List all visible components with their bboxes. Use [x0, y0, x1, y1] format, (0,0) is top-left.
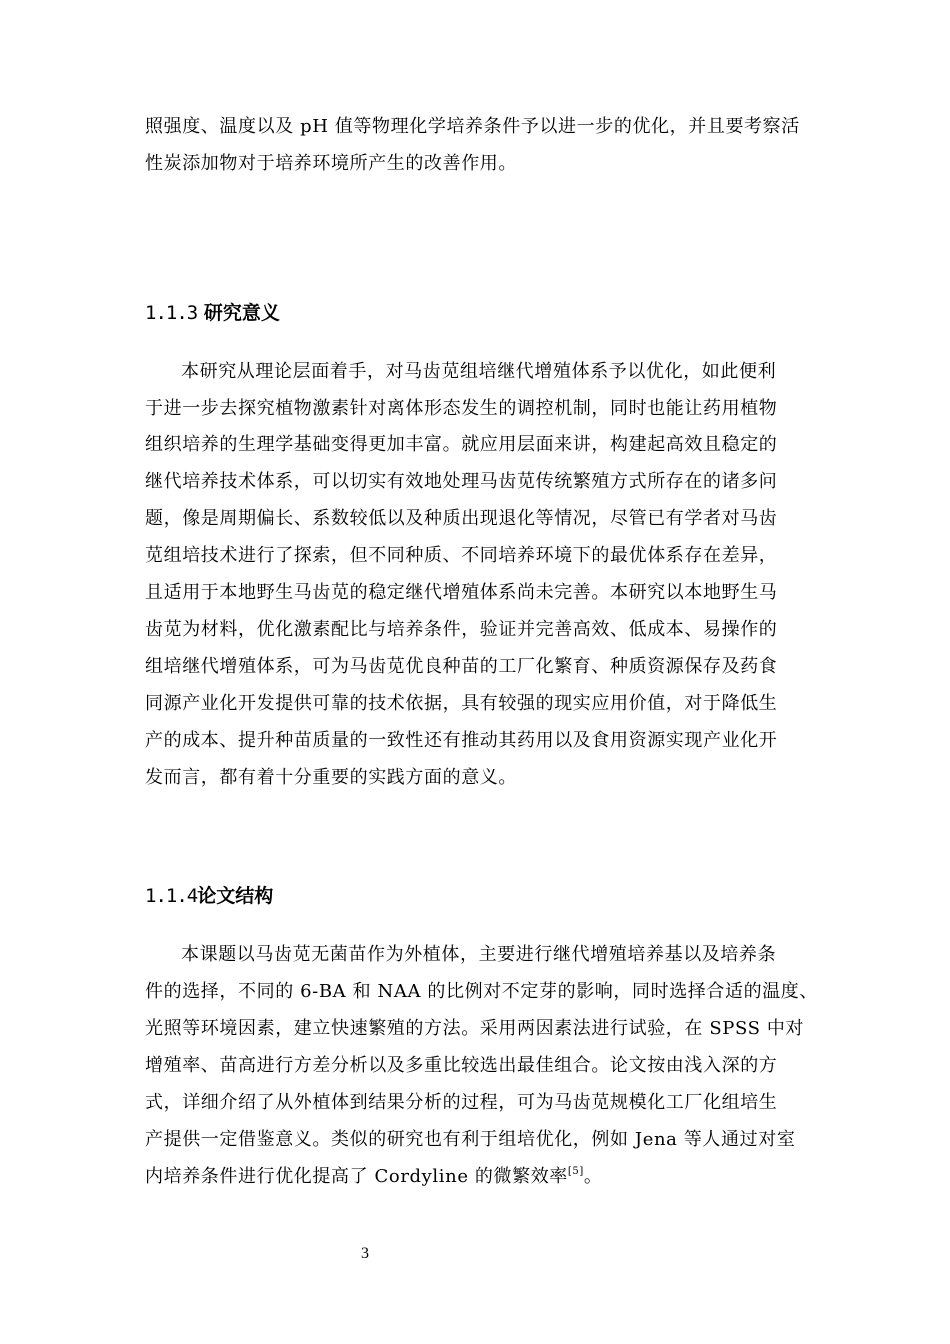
paragraph-line-last [145, 1166, 602, 1188]
section-title: 研究意义 [203, 302, 280, 324]
section-number: 1.1.3 [145, 302, 198, 324]
section-heading-structure [145, 884, 273, 908]
section-number: 1.1.4 [145, 885, 198, 907]
paragraph-line: 本课题以马齿苋无菌苗作为外植体，主要进行继代增殖培养基以及培养条 [181, 944, 777, 965]
section-title: 论文结构 [197, 885, 274, 907]
paragraph-line: 继代培养技术体系，可以切实有效地处理马齿苋传统繁殖方式所存在的诸多问 [145, 471, 778, 492]
last-line-text: 内培养条件进行优化提高了 Cordyline 的微繁效率 [145, 1166, 568, 1187]
paragraph-line: 苋组培技术进行了探索，但不同种质、不同培养环境下的最优体系存在差异， [145, 545, 778, 566]
paragraph-line: 式，详细介绍了从外植体到结果分析的过程，可为马齿苋规模化工厂化组培生 [145, 1092, 778, 1113]
paragraph-line: 产提供一定借鉴意义。类似的研究也有利于组培优化，例如 Jena 等人通过对室 [145, 1129, 796, 1150]
page-number: 3 [361, 1245, 369, 1262]
paragraph-line: 性炭添加物对于培养环境所产生的改善作用。 [145, 153, 517, 174]
paragraph-line: 组培继代增殖体系，可为马齿苋优良种苗的工厂化繁育、种质资源保存及药食 [145, 656, 778, 677]
paragraph-line: 同源产业化开发提供可靠的技术依据，具有较强的现实应用价值，对于降低生 [145, 693, 778, 714]
paragraph-line: 齿苋为材料，优化激素配比与培养条件，验证并完善高效、低成本、易操作的 [145, 619, 778, 640]
last-line-end: 。 [583, 1166, 603, 1187]
paragraph-line: 光照等环境因素，建立快速繁殖的方法。采用两因素法进行试验，在 SPSS 中对 [145, 1018, 805, 1039]
paragraph-line: 件的选择，不同的 6-BA 和 NAA 的比例对不定芽的影响，同时选择合适的温度、 [145, 981, 818, 1002]
paragraph-line: 照强度、温度以及 pH 值等物理化学培养条件予以进一步的优化，并且要考察活 [145, 116, 800, 137]
section-heading-significance [145, 301, 280, 325]
paragraph-line: 增殖率、苗高进行方差分析以及多重比较选出最佳组合。论文按由浅入深的方 [145, 1055, 778, 1076]
citation-reference[interactable]: [5] [567, 1166, 584, 1177]
paragraph-line: 题，像是周期偏长、系数较低以及种质出现退化等情况，尽管已有学者对马齿 [145, 508, 778, 529]
paragraph-line: 组织培养的生理学基础变得更加丰富。就应用层面来讲，构建起高效且稳定的 [145, 434, 778, 455]
paragraph-line: 且适用于本地野生马齿苋的稳定继代增殖体系尚未完善。本研究以本地野生马 [145, 582, 778, 603]
paragraph-line: 发而言，都有着十分重要的实践方面的意义。 [145, 767, 517, 788]
paragraph-line: 产的成本、提升种苗质量的一致性还有推动其药用以及食用资源实现产业化开 [145, 730, 778, 751]
paragraph-line: 于进一步去探究植物激素针对离体形态发生的调控机制，同时也能让药用植物 [145, 398, 778, 419]
paragraph-line: 本研究从理论层面着手，对马齿苋组培继代增殖体系予以优化，如此便利 [181, 361, 777, 382]
